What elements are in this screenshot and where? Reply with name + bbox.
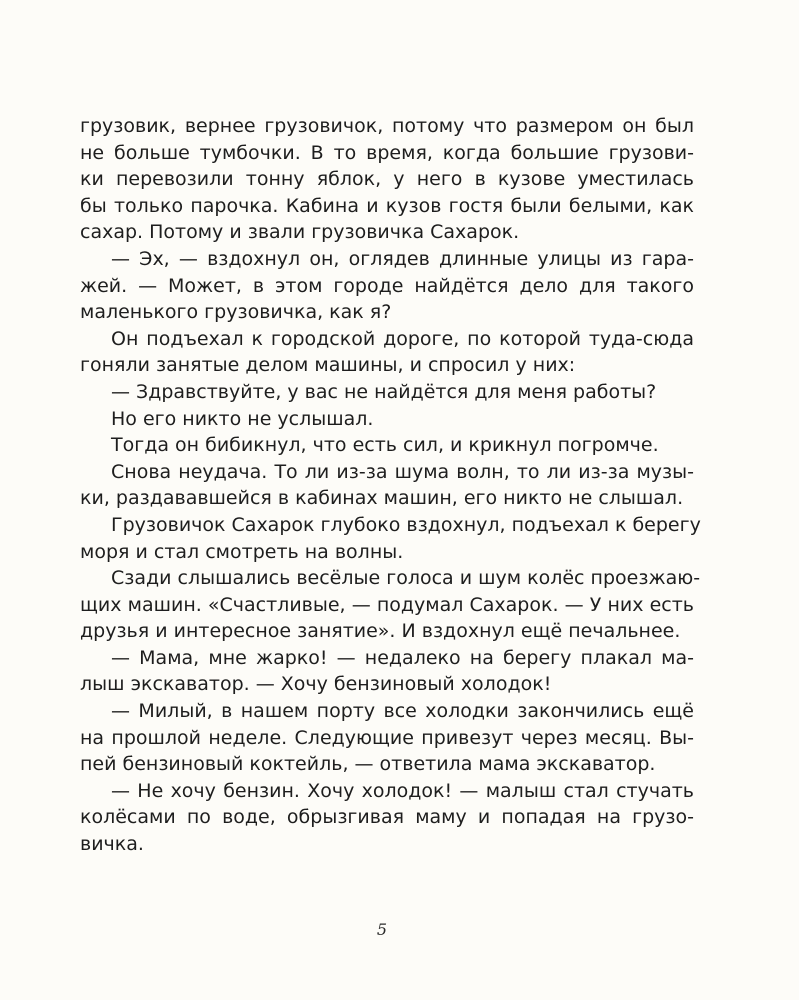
text-line: ки перевозили тонну яблок, у него в кузове уместилась [80,168,694,191]
text-line: вичка. [80,833,144,856]
text-line: сахар. Потому и звали грузовичка Сахарок. [80,221,520,244]
text-line: — Эх, — вздохнул он, оглядев длинные улицы из гара- [111,247,694,270]
text-line: колёсами по воде, обрызгивая маму и попадая на грузо- [80,806,694,829]
text-line: — Милый, в нашем порту все холодки закончились ещё [111,700,694,723]
text-line: лыш экскаватор. — Хочу бензиновый холодок! [80,673,552,696]
text-line: Сзади слышались весёлые голоса и шум колёс проезжаю- [111,567,701,590]
text-line: не больше тумбочки. В то время, когда большие грузови- [80,141,694,164]
text-line: Снова неудача. То ли из-за шума волн, то ли из-за музы- [111,460,694,483]
text-line: щих машин. «Счастливые, — подумал Сахарок. — У них есть [80,593,694,616]
text-line: грузовик, вернее грузовичок, потому что размером он был [80,115,694,137]
text-line: маленького грузовичка, как я? [80,301,392,324]
text-line: — Здравствуйте, у вас не найдётся для меня работы? [111,380,657,403]
text-line: Тогда он бибикнул, что есть сил, и крикнул погромче. [111,434,659,457]
text-line: на прошлой неделе. Следующие привезут через месяц. Вы- [80,726,694,749]
text-line: пей бензиновый коктейль, — ответила мама экскаватор. [80,753,656,776]
text-line: бы только парочка. Кабина и кузов гостя были белыми, как [80,194,694,217]
text-line: гоняли занятые делом машины, и спросил у них: [80,354,576,377]
page-number: 5 [376,920,388,939]
text-line: ки, раздававшейся в кабинах машин, его никто не слышал. [80,487,684,510]
text-line: Он подъехал к городской дороге, по которой туда-сюда [111,327,694,350]
text-line: — Мама, мне жарко! — недалеко на берегу плакал ма- [111,646,694,669]
text-line: Грузовичок Сахарок глубоко вздохнул, подъехал к берегу [111,513,701,536]
text-line: жей. — Может, в этом городе найдётся дело для такого [80,274,694,297]
text-line: моря и стал смотреть на волны. [80,540,404,563]
text-line: друзья и интересное занятие». И вздохнул ещё печальнее. [80,620,681,643]
text-line: — Не хочу бензин. Хочу холодок! — малыш стал стучать [111,779,694,802]
text-line: Но его никто не услышал. [111,407,374,430]
page-body-text [80,113,701,858]
